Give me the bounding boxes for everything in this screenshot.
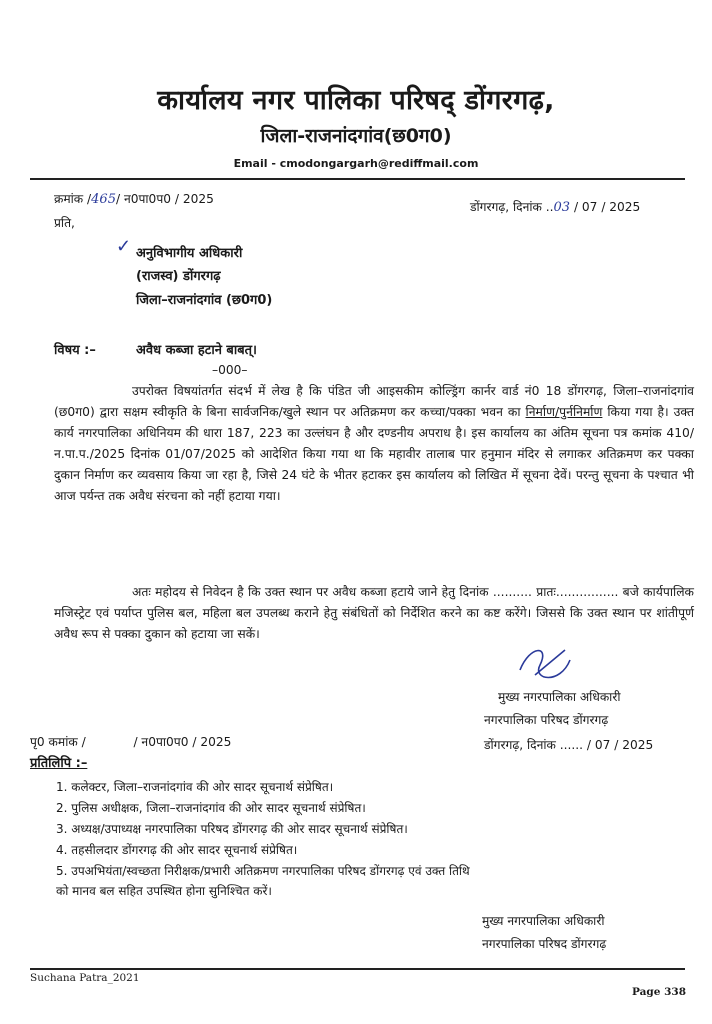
endorsement-ref-label: पृ0 कमांक /: [30, 735, 86, 749]
endorsement-ref: [30, 733, 231, 750]
list-item: को मानव बल सहित उपस्थित होना सुनिश्चित करें।: [56, 884, 272, 898]
copy-label: प्रतिलिपि :–: [30, 756, 88, 771]
paragraph-1-text-a: उपरोक्त विषयांतर्गत संदर्भ में लेख है कि पंडित जी आइसकीम कोल्ड्रिंग कार्नर वार्ड नं0 18 डोंगरगढ़, जिला–राजनांदगांव (छ0ग0) द्वारा सक्षम स्वीकृति के बिना सार्वजनिक/खुले स्थान पर अतिक्रमण कर कच्चा/पक्का भवन का: [54, 384, 694, 419]
tick-mark: ✓: [116, 236, 132, 257]
signatory-office-1: नगरपालिका परिषद डोंगरगढ़: [484, 713, 609, 727]
recipient-line-1: अनुविभागीय अधिकारी: [136, 246, 243, 261]
recipient-line-2: (राजस्व) डोंगरगढ़: [136, 269, 221, 284]
footer-left: Suchana Patra_2021: [30, 972, 140, 984]
list-item: 2. पुलिस अधीक्षक, जिला–राजनांदगांव की ओर सादर सूचनार्थ संप्रेषित।: [56, 801, 366, 815]
header-divider: [30, 178, 685, 180]
handwritten-ref-no: 465: [91, 192, 116, 207]
endorsement-date: डोंगरगढ़, दिनांक ...... / 07 / 2025: [484, 738, 654, 752]
list-item: 4. तहसीलदार डोंगरगढ़ की ओर सादर सूचनार्थ संप्रेषित।: [56, 843, 298, 857]
subject-text: अवैध कब्जा हटाने बाबत्।: [136, 343, 257, 358]
list-item: 5. उपअभियंता/स्वच्छता निरीक्षक/प्रभारी अतिक्रमण नगरपालिका परिषद डोंगरगढ़ एवं उक्त तिथि: [56, 864, 470, 878]
signatory-office-2: नगरपालिका परिषद डोंगरगढ़: [482, 937, 607, 951]
recipient-line-3: जिला–राजनांदगांव (छ0ग0): [136, 293, 273, 308]
signature-scribble: [510, 640, 580, 690]
list-item: 3. अध्यक्ष/उपाध्यक्ष नगरपालिका परिषद डोंगरगढ़ की ओर सादर सूचनार्थ संप्रेषित।: [56, 822, 408, 836]
email-line: Email - cmodongargarh@rediffmail.com: [233, 157, 479, 170]
reference-number: क्रमांक /465/ न0पा0प0 / 2025: [54, 192, 214, 207]
date-rest: / 07 / 2025: [573, 200, 641, 214]
letter-date: डोंगरगढ़, दिनांक ..03 / 07 / 2025: [470, 200, 641, 215]
date-label: डोंगरगढ़, दिनांक: [470, 200, 542, 214]
office-title: कार्यालय नगर पालिका परिषद् डोंगरगढ़,: [157, 85, 555, 116]
subject-label: विषय :–: [54, 343, 96, 358]
reference-suffix: / न0पा0प0 / 2025: [115, 192, 214, 206]
footer-divider: [30, 968, 685, 970]
page-number: Page 338: [632, 986, 687, 998]
endorsement-ref-suffix: / न0पा0प0 / 2025: [133, 735, 232, 749]
prati-label: प्रति,: [54, 216, 75, 230]
subject-divider: –000–: [212, 363, 248, 377]
paragraph-1-underlined: निर्माण/पुर्ननिर्माण: [525, 405, 603, 419]
list-item: 1. कलेक्टर, जिला–राजनांदगांव की ओर सादर सूचनार्थ संप्रेषित।: [56, 780, 334, 794]
district-line: जिला-राजनांदगांव(छ0ग0): [260, 125, 452, 147]
paragraph-1-text-b: किया गया है। उक्त कार्य नगरपालिका अधिनियम की धारा 187, 223 का उल्लंघन है और दण्डनीय अपराध है। इस कार्यालय का अंतिम सूचना पत्र कमांक 410/न.पा.प./2025 दिनांक 01/07/2025 को आदेशित किया गया था कि महावीर तालाब पार हनुमान मंदिर से लगाकर अतिक्रमण कर पक्का दुकान निर्माण कर व्यवसाय किया जा रहा है, जिसे 24 घंटे के भीतर हटाकर इस कार्यालय को लिखित में सूचना देवें। परन्तु सूचना के पश्चात भी आज पर्यन्त तक अवैध संरचना को नहीं हटाया गया।: [54, 405, 695, 503]
body-paragraph-1: [54, 381, 694, 507]
handwritten-day: 03: [553, 200, 571, 215]
copy-list: [56, 778, 696, 908]
paragraph-2-text: अतः महोदय से निवेदन है कि उक्त स्थान पर अवैध कब्जा हटाये जाने हेतु दिनांक .......... प्रातः................ बजे कार्यपालिक मजिस्ट्रेट एवं पर्याप्त पुलिस बल, महिला बल उपलब्ध कराने हेतु संबंधितों को निर्देशित करने का कष्ट करेंगे। जिससे कि उक्त स्थान पर शांतीपूर्ण अवैध रूप से पक्का दुकान को हटाया जा सकें।: [54, 585, 694, 641]
body-paragraph-2: [54, 582, 694, 645]
signatory-title-1: मुख्य नगरपालिका अधिकारी: [498, 690, 621, 704]
reference-label: क्रमांक: [54, 192, 84, 206]
signatory-title-2: मुख्य नगरपालिका अधिकारी: [482, 914, 605, 928]
